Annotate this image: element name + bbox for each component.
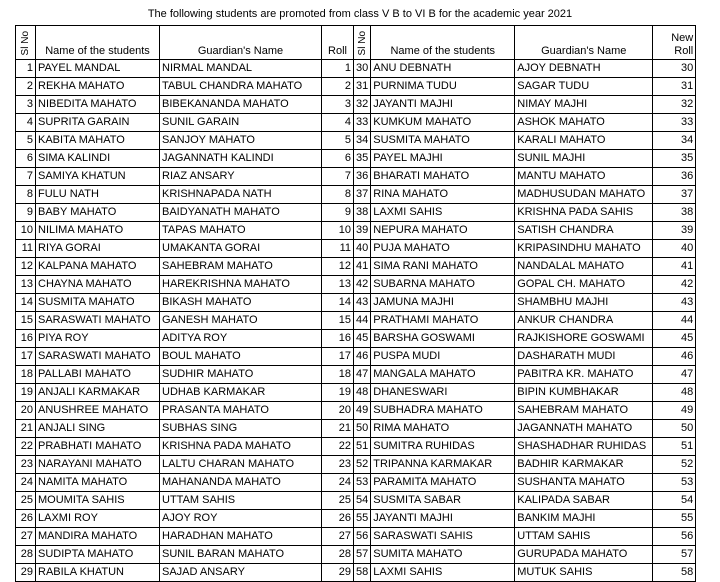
table-row	[16, 276, 696, 294]
new-roll-cell: 40	[653, 240, 696, 258]
guardian-name-cell-2: BIPIN KUMBHAKAR	[515, 384, 653, 402]
roll-cell: 6	[322, 150, 354, 168]
student-name-cell-2: BARSHA GOSWAMI	[371, 330, 515, 348]
guardian-name-cell: GANESH MAHATO	[160, 312, 322, 330]
table-row	[16, 222, 696, 240]
guardian-name-cell: RIAZ ANSARY	[160, 168, 322, 186]
student-name-cell: RABILA KHATUN	[36, 564, 160, 582]
sl-no-cell: 4	[16, 114, 36, 132]
student-name-cell: PALLABI MAHATO	[36, 366, 160, 384]
roll-cell: 18	[322, 366, 354, 384]
new-roll-cell: 41	[653, 258, 696, 276]
guardian-name-cell: KRISHNAPADA NATH	[160, 186, 322, 204]
sl-no-cell: 20	[16, 402, 36, 420]
guardian-name-cell: SAJAD ANSARY	[160, 564, 322, 582]
sl-no-cell: 26	[16, 510, 36, 528]
roll-cell: 9	[322, 204, 354, 222]
sl-no-cell-2: 37	[354, 186, 371, 204]
new-roll-cell: 30	[653, 60, 696, 78]
guardian-name-cell: LALTU CHARAN MAHATO	[160, 456, 322, 474]
sl-no-cell: 21	[16, 420, 36, 438]
roll-cell: 8	[322, 186, 354, 204]
sl-no-cell: 18	[16, 366, 36, 384]
page-title: The following students are promoted from class V B to VI B for the academic year 2021	[147, 8, 573, 20]
guardian-name-cell: HAREKRISHNA MAHATO	[160, 276, 322, 294]
sl-no-cell: 1	[16, 60, 36, 78]
sl-no-cell-2: 32	[354, 96, 371, 114]
roll-cell: 21	[322, 420, 354, 438]
table-row	[16, 132, 696, 150]
roll-cell: 12	[322, 258, 354, 276]
table-row	[16, 348, 696, 366]
roll-cell: 10	[322, 222, 354, 240]
student-name-cell-2: DHANESWARI	[371, 384, 515, 402]
roll-cell: 3	[322, 96, 354, 114]
new-roll-cell: 42	[653, 276, 696, 294]
guardian-name-cell: SUNIL BARAN MAHATO	[160, 546, 322, 564]
sl-no-cell-2: 36	[354, 168, 371, 186]
guardian-name-cell-2: ANKUR CHANDRA	[515, 312, 653, 330]
student-name-cell: ANJALI SING	[36, 420, 160, 438]
roll-cell: 15	[322, 312, 354, 330]
guardian-name-cell: TABUL CHANDRA MAHATO	[160, 78, 322, 96]
student-name-cell: PRABHATI MAHATO	[36, 438, 160, 456]
table-row	[16, 60, 696, 78]
guardian-name-cell-2: SHAMBHU MAJHI	[515, 294, 653, 312]
guardian-name-cell: UTTAM SAHIS	[160, 492, 322, 510]
guardian-name-cell: HARADHAN MAHATO	[160, 528, 322, 546]
guardian-name-cell-2: KALIPADA SABAR	[515, 492, 653, 510]
guardian-name-cell-2: NANDALAL MAHATO	[515, 258, 653, 276]
sl-no-cell: 10	[16, 222, 36, 240]
sl-no-cell: 29	[16, 564, 36, 582]
student-name-cell: PAYEL MANDAL	[36, 60, 160, 78]
guardian-name-cell: UDHAB KARMAKAR	[160, 384, 322, 402]
sl-no-cell: 12	[16, 258, 36, 276]
new-roll-cell: 47	[653, 366, 696, 384]
guardian-name-cell-2: SAHEBRAM MAHATO	[515, 402, 653, 420]
student-name-cell: LAXMI ROY	[36, 510, 160, 528]
sl-no-cell: 11	[16, 240, 36, 258]
student-name-cell-2: PARAMITA MAHATO	[371, 474, 515, 492]
new-roll-cell: 31	[653, 78, 696, 96]
table-row	[16, 114, 696, 132]
roll-cell: 27	[322, 528, 354, 546]
guardian-name-cell-2: ASHOK MAHATO	[515, 114, 653, 132]
student-name-cell: KABITA MAHATO	[36, 132, 160, 150]
header-student-name-2: Name of the students	[371, 26, 515, 60]
sl-no-cell: 9	[16, 204, 36, 222]
guardian-name-cell: PRASANTA MAHATO	[160, 402, 322, 420]
guardian-name-cell-2: KARALI MAHATO	[515, 132, 653, 150]
new-roll-cell: 55	[653, 510, 696, 528]
sl-no-cell: 7	[16, 168, 36, 186]
sl-no-cell: 25	[16, 492, 36, 510]
guardian-name-cell: SUBHAS SING	[160, 420, 322, 438]
sl-no-cell-2: 44	[354, 312, 371, 330]
promotion-table	[15, 25, 696, 582]
roll-cell: 26	[322, 510, 354, 528]
sl-no-cell-2: 39	[354, 222, 371, 240]
sl-no-cell: 16	[16, 330, 36, 348]
student-name-cell: ANUSHREE MAHATO	[36, 402, 160, 420]
table-row	[16, 258, 696, 276]
sl-no-cell: 27	[16, 528, 36, 546]
new-roll-cell: 57	[653, 546, 696, 564]
student-name-cell-2: ANU DEBNATH	[371, 60, 515, 78]
student-name-cell-2: SARASWATI SAHIS	[371, 528, 515, 546]
sl-no-cell: 6	[16, 150, 36, 168]
guardian-name-cell: SANJOY MAHATO	[160, 132, 322, 150]
sl-no-cell-2: 38	[354, 204, 371, 222]
sl-no-cell-2: 54	[354, 492, 371, 510]
guardian-name-cell: BAIDYANATH MAHATO	[160, 204, 322, 222]
guardian-name-cell: BOUL MAHATO	[160, 348, 322, 366]
guardian-name-cell-2: SUNIL MAJHI	[515, 150, 653, 168]
student-name-cell: SUDIPTA MAHATO	[36, 546, 160, 564]
roll-cell: 20	[322, 402, 354, 420]
table-row	[16, 330, 696, 348]
table-row	[16, 186, 696, 204]
student-name-cell: SUPRITA GARAIN	[36, 114, 160, 132]
sl-no-cell: 2	[16, 78, 36, 96]
new-roll-cell: 35	[653, 150, 696, 168]
student-name-cell-2: PUJA MAHATO	[371, 240, 515, 258]
sl-no-cell: 17	[16, 348, 36, 366]
student-name-cell: MOUMITA SAHIS	[36, 492, 160, 510]
header-student-name: Name of the students	[36, 26, 160, 60]
sl-no-cell-2: 58	[354, 564, 371, 582]
sl-no-cell-2: 41	[354, 258, 371, 276]
roll-cell: 4	[322, 114, 354, 132]
student-name-cell-2: PURNIMA TUDU	[371, 78, 515, 96]
table-row	[16, 150, 696, 168]
sl-no-cell-2: 51	[354, 438, 371, 456]
student-name-cell-2: SUBARNA MAHATO	[371, 276, 515, 294]
guardian-name-cell-2: GOPAL CH. MAHATO	[515, 276, 653, 294]
guardian-name-cell-2: NIMAY MAJHI	[515, 96, 653, 114]
guardian-name-cell: BIBEKANANDA MAHATO	[160, 96, 322, 114]
sl-no-cell-2: 34	[354, 132, 371, 150]
header-guardian-name-2: Guardian's Name	[515, 26, 653, 60]
new-roll-cell: 36	[653, 168, 696, 186]
sl-no-cell-2: 57	[354, 546, 371, 564]
header-roll: Roll	[322, 26, 354, 60]
roll-cell: 5	[322, 132, 354, 150]
table-row	[16, 456, 696, 474]
sl-no-cell: 24	[16, 474, 36, 492]
new-roll-cell: 56	[653, 528, 696, 546]
roll-cell: 24	[322, 474, 354, 492]
student-name-cell: KALPANA MAHATO	[36, 258, 160, 276]
guardian-name-cell: SUDHIR MAHATO	[160, 366, 322, 384]
table-body	[16, 60, 696, 582]
new-roll-cell: 53	[653, 474, 696, 492]
header-new-roll: New Roll	[653, 26, 696, 60]
table-row	[16, 492, 696, 510]
table-row	[16, 546, 696, 564]
student-name-cell-2: PRATHAMI MAHATO	[371, 312, 515, 330]
student-name-cell-2: LAXMI SAHIS	[371, 204, 515, 222]
new-roll-cell: 50	[653, 420, 696, 438]
roll-cell: 25	[322, 492, 354, 510]
sl-no-cell-2: 47	[354, 366, 371, 384]
table-row	[16, 78, 696, 96]
sl-no-cell-2: 49	[354, 402, 371, 420]
student-name-cell: NAMITA MAHATO	[36, 474, 160, 492]
table-row	[16, 96, 696, 114]
guardian-name-cell-2: MANTU MAHATO	[515, 168, 653, 186]
sl-no-cell-2: 31	[354, 78, 371, 96]
student-name-cell-2: RIMA MAHATO	[371, 420, 515, 438]
table-header-row	[16, 26, 696, 60]
student-name-cell-2: KUMKUM MAHATO	[371, 114, 515, 132]
student-name-cell-2: MANGALA MAHATO	[371, 366, 515, 384]
table-row	[16, 402, 696, 420]
sl-no-cell-2: 53	[354, 474, 371, 492]
new-roll-cell: 39	[653, 222, 696, 240]
guardian-name-cell: NIRMAL MANDAL	[160, 60, 322, 78]
table-row	[16, 510, 696, 528]
student-name-cell-2: NEPURA MAHATO	[371, 222, 515, 240]
sl-no-cell-2: 40	[354, 240, 371, 258]
sl-no-cell: 14	[16, 294, 36, 312]
student-name-cell: SARASWATI MAHATO	[36, 312, 160, 330]
guardian-name-cell: UMAKANTA GORAI	[160, 240, 322, 258]
sl-no-cell: 15	[16, 312, 36, 330]
table-row	[16, 168, 696, 186]
sl-no-cell: 8	[16, 186, 36, 204]
roll-cell: 19	[322, 384, 354, 402]
table-row	[16, 240, 696, 258]
sl-no-cell-2: 30	[354, 60, 371, 78]
student-name-cell: FULU NATH	[36, 186, 160, 204]
student-name-cell: SARASWATI MAHATO	[36, 348, 160, 366]
guardian-name-cell: BIKASH MAHATO	[160, 294, 322, 312]
new-roll-cell: 33	[653, 114, 696, 132]
student-name-cell-2: JAYANTI MAJHI	[371, 96, 515, 114]
table-row	[16, 528, 696, 546]
header-sl-no: Sl No	[16, 26, 36, 60]
roll-cell: 14	[322, 294, 354, 312]
guardian-name-cell-2: SUSHANTA MAHATO	[515, 474, 653, 492]
table-row	[16, 312, 696, 330]
student-name-cell-2: RINA MAHATO	[371, 186, 515, 204]
student-name-cell: ANJALI KARMAKAR	[36, 384, 160, 402]
sl-no-cell: 22	[16, 438, 36, 456]
guardian-name-cell-2: SATISH CHANDRA	[515, 222, 653, 240]
student-name-cell-2: PUSPA MUDI	[371, 348, 515, 366]
sl-no-cell-2: 56	[354, 528, 371, 546]
student-name-cell: PIYA ROY	[36, 330, 160, 348]
roll-cell: 16	[322, 330, 354, 348]
guardian-name-cell: SUNIL GARAIN	[160, 114, 322, 132]
guardian-name-cell-2: KRISHNA PADA SAHIS	[515, 204, 653, 222]
roll-cell: 7	[322, 168, 354, 186]
guardian-name-cell: TAPAS MAHATO	[160, 222, 322, 240]
table-row	[16, 420, 696, 438]
table-row	[16, 564, 696, 582]
roll-cell: 22	[322, 438, 354, 456]
table-row	[16, 384, 696, 402]
student-name-cell-2: JAMUNA MAJHI	[371, 294, 515, 312]
guardian-name-cell-2: MADHUSUDAN MAHATO	[515, 186, 653, 204]
student-name-cell-2: SUSMITA MAHATO	[371, 132, 515, 150]
table-row	[16, 204, 696, 222]
student-name-cell: REKHA MAHATO	[36, 78, 160, 96]
guardian-name-cell-2: SHASHADHAR RUHIDAS	[515, 438, 653, 456]
sl-no-cell-2: 46	[354, 348, 371, 366]
guardian-name-cell-2: RAJKISHORE GOSWAMI	[515, 330, 653, 348]
student-name-cell: MANDIRA MAHATO	[36, 528, 160, 546]
sl-no-cell-2: 50	[354, 420, 371, 438]
student-name-cell-2: BHARATI MAHATO	[371, 168, 515, 186]
roll-cell: 17	[322, 348, 354, 366]
roll-cell: 1	[322, 60, 354, 78]
sl-no-cell: 13	[16, 276, 36, 294]
roll-cell: 13	[322, 276, 354, 294]
guardian-name-cell: MAHANANDA MAHATO	[160, 474, 322, 492]
roll-cell: 11	[322, 240, 354, 258]
roll-cell: 23	[322, 456, 354, 474]
student-name-cell: RIYA GORAI	[36, 240, 160, 258]
sl-no-cell-2: 52	[354, 456, 371, 474]
guardian-name-cell-2: BADHIR KARMAKAR	[515, 456, 653, 474]
table-row	[16, 474, 696, 492]
roll-cell: 29	[322, 564, 354, 582]
new-roll-cell: 37	[653, 186, 696, 204]
new-roll-cell: 48	[653, 384, 696, 402]
student-name-cell-2: TRIPANNA KARMAKAR	[371, 456, 515, 474]
guardian-name-cell-2: DASHARATH MUDI	[515, 348, 653, 366]
student-name-cell-2: SUSMITA SABAR	[371, 492, 515, 510]
sl-no-cell: 23	[16, 456, 36, 474]
student-name-cell: NIBEDITA MAHATO	[36, 96, 160, 114]
table-row	[16, 438, 696, 456]
guardian-name-cell-2: GURUPADA MAHATO	[515, 546, 653, 564]
table-row	[16, 366, 696, 384]
student-name-cell-2: JAYANTI MAJHI	[371, 510, 515, 528]
guardian-name-cell: JAGANNATH KALINDI	[160, 150, 322, 168]
student-name-cell: NILIMA MAHATO	[36, 222, 160, 240]
sl-no-cell-2: 42	[354, 276, 371, 294]
sl-no-cell-2: 43	[354, 294, 371, 312]
guardian-name-cell: ADITYA ROY	[160, 330, 322, 348]
sl-no-cell: 19	[16, 384, 36, 402]
table-row	[16, 294, 696, 312]
new-roll-cell: 44	[653, 312, 696, 330]
sl-no-cell: 3	[16, 96, 36, 114]
guardian-name-cell-2: SAGAR TUDU	[515, 78, 653, 96]
student-name-cell: SIMA KALINDI	[36, 150, 160, 168]
student-name-cell: CHAYNA MAHATO	[36, 276, 160, 294]
new-roll-cell: 38	[653, 204, 696, 222]
student-name-cell: BABY MAHATO	[36, 204, 160, 222]
guardian-name-cell-2: MUTUK SAHIS	[515, 564, 653, 582]
guardian-name-cell: SAHEBRAM MAHATO	[160, 258, 322, 276]
student-name-cell: SUSMITA MAHATO	[36, 294, 160, 312]
new-roll-cell: 32	[653, 96, 696, 114]
new-roll-cell: 45	[653, 330, 696, 348]
guardian-name-cell-2: UTTAM SAHIS	[515, 528, 653, 546]
sl-no-cell: 5	[16, 132, 36, 150]
guardian-name-cell-2: PABITRA KR. MAHATO	[515, 366, 653, 384]
guardian-name-cell: KRISHNA PADA MAHATO	[160, 438, 322, 456]
guardian-name-cell-2: BANKIM MAJHI	[515, 510, 653, 528]
sl-no-cell-2: 45	[354, 330, 371, 348]
sl-no-cell-2: 55	[354, 510, 371, 528]
guardian-name-cell: AJOY ROY	[160, 510, 322, 528]
sl-no-cell: 28	[16, 546, 36, 564]
student-name-cell-2: PAYEL MAJHI	[371, 150, 515, 168]
student-name-cell-2: SUMITA MAHATO	[371, 546, 515, 564]
new-roll-cell: 34	[653, 132, 696, 150]
student-name-cell-2: LAXMI SAHIS	[371, 564, 515, 582]
header-sl-no-2: Sl No	[354, 26, 371, 60]
new-roll-cell: 49	[653, 402, 696, 420]
student-name-cell-2: SUMITRA RUHIDAS	[371, 438, 515, 456]
sl-no-cell-2: 33	[354, 114, 371, 132]
student-name-cell: NARAYANI MAHATO	[36, 456, 160, 474]
new-roll-cell: 46	[653, 348, 696, 366]
student-name-cell: SAMIYA KHATUN	[36, 168, 160, 186]
roll-cell: 28	[322, 546, 354, 564]
guardian-name-cell-2: AJOY DEBNATH	[515, 60, 653, 78]
sl-no-cell-2: 48	[354, 384, 371, 402]
roll-cell: 2	[322, 78, 354, 96]
student-name-cell-2: SUBHADRA MAHATO	[371, 402, 515, 420]
guardian-name-cell-2: JAGANNATH MAHATO	[515, 420, 653, 438]
guardian-name-cell-2: KRIPASINDHU MAHATO	[515, 240, 653, 258]
sl-no-cell-2: 35	[354, 150, 371, 168]
new-roll-cell: 54	[653, 492, 696, 510]
new-roll-cell: 51	[653, 438, 696, 456]
new-roll-cell: 52	[653, 456, 696, 474]
student-name-cell-2: SIMA RANI MAHATO	[371, 258, 515, 276]
new-roll-cell: 43	[653, 294, 696, 312]
new-roll-cell: 58	[653, 564, 696, 582]
header-guardian-name: Guardian's Name	[160, 26, 322, 60]
